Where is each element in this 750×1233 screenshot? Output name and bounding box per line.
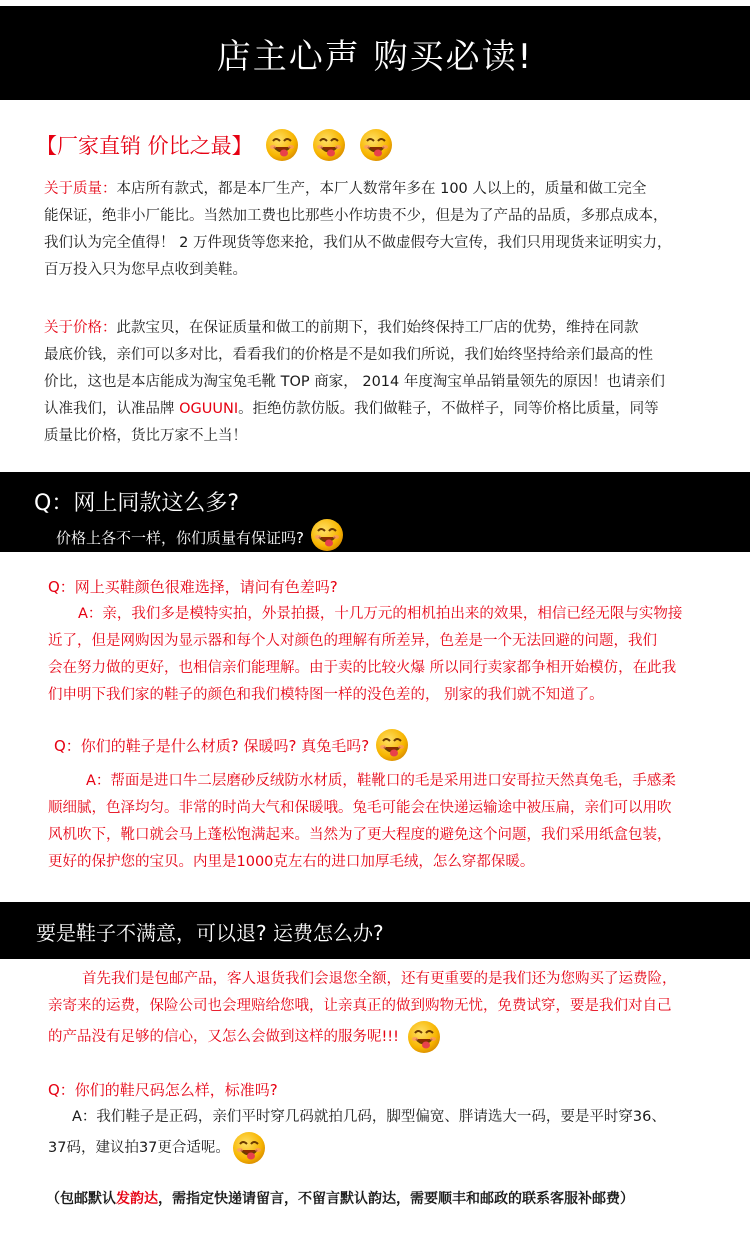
price-label: 关于价格： [44, 320, 117, 336]
smiley-tongue-icon [265, 128, 299, 162]
faq1-answer-line: 会在努力做的更好，也相信亲们能理解。由于卖的比较火爆 所以同行卖家都争相开始模仿，在此我 [48, 660, 677, 676]
smiley-tongue-icon [310, 518, 344, 552]
size-question: Q：你们的鞋尺码怎么样，标准吗? [48, 1081, 278, 1099]
smiley-tongue-icon [407, 1020, 441, 1054]
faq1-answer-line: A：亲，我们多是模特实拍，外景拍摄，十几万元的相机拍出来的效果，相信已经无限与实物接 [78, 606, 683, 622]
price-line: 此款宝贝，在保证质量和做工的前期下，我们始终保持工厂店的优势，维持在同款 [116, 320, 639, 336]
quality-line: 我们认为完全值得！ 2 万件现货等您来抢，我们从不做虚假夸大宣传，我们只用现货来证明实力， [44, 235, 672, 251]
faq1-question: Q：网上买鞋颜色很难选择，请问有色差吗? [48, 578, 338, 596]
faq2-answer-line: 顺细腻，色泽均匀。非常的时尚大气和保暖哦。兔毛可能会在快递运输途中被压扁，亲们可以用吹 [48, 800, 672, 816]
price-line: 价比，这也是本店能成为淘宝兔毛靴 TOP 商家， 2014 年度淘宝单品销量领先的原因！也请亲们 [44, 374, 665, 390]
shipping-note-post: ，需指定快递请留言，不留言默认韵达，需要顺丰和邮政的联系客服补邮费） [158, 1191, 634, 1207]
quality-section [44, 176, 724, 284]
header-title: 店主心声 购买必读! [216, 36, 534, 77]
return-line: 的产品没有足够的信心，又怎么会做到这样的服务呢!!! [48, 1028, 399, 1045]
quality-line: 能保证，绝非小厂能比。当然加工费也比那些小作坊贵不少，但是为了产品的品质，多那点成本， [44, 208, 668, 224]
smiley-tongue-icon [375, 728, 409, 762]
shipping-note-highlight: 发韵达 [116, 1191, 158, 1207]
return-banner [0, 902, 750, 959]
return-line: 亲寄来的运费，保险公司也会理赔给您哦，让亲真正的做到购物无忧，免费试穿，要是我们对自己 [48, 998, 672, 1014]
size-section [48, 1077, 738, 1165]
smiley-tongue-icon [312, 128, 346, 162]
price-line: 最底价钱，亲们可以多对比，看看我们的价格是不是如我们所说，我们始终坚持给亲们最高的性 [44, 347, 653, 363]
return-section [48, 966, 738, 1054]
faq-banner-subtitle: 价格上各不一样，你们质量有保证吗? [56, 528, 304, 547]
faq-banner-title: Q：网上同款这么多? [34, 491, 239, 516]
return-banner-title: 要是鞋子不满意，可以退? 运费怎么办? [36, 921, 384, 945]
faq1-answer-line: 们申明下我们家的鞋子的颜色和我们模特图一样的没色差的， 别家的我们就不知道了。 [48, 687, 604, 703]
faq2-question: Q：你们的鞋子是什么材质? 保暖吗? 真兔毛吗? [54, 736, 370, 755]
faq2-question-row [54, 728, 409, 762]
faq1-section [48, 574, 738, 709]
faq2-answer-line: A：帮面是进口牛二层磨砂反绒防水材质，鞋靴口的毛是采用进口安哥拉天然真兔毛，手感柔 [86, 773, 676, 789]
price-section [44, 315, 724, 450]
size-answer-line: A：我们鞋子是正码，亲们平时穿几码就拍几码，脚型偏宽、胖请选大一码，要是平时穿36、 [72, 1109, 666, 1125]
faq2-answer [48, 768, 738, 876]
quality-label: 关于质量： [44, 181, 117, 197]
quality-line: 本店所有款式，都是本厂生产，本厂人数常年多在 100 人以上的，质量和做工完全 [116, 181, 647, 197]
price-line: 。拒绝仿款仿版。我们做鞋子，不做样子，同等价格比质量，同等 [238, 401, 659, 417]
faq1-answer-line: 近了，但是网购因为显示器和每个人对颜色的理解有所差异，色差是一个无法回避的问题，我们 [48, 633, 657, 649]
quality-line: 百万投入只为您早点收到美鞋。 [44, 262, 247, 278]
shipping-note-pre: （包邮默认 [46, 1191, 116, 1207]
size-answer-line: 37码，建议拍37更合适呢。 [48, 1139, 230, 1156]
factory-title-row [36, 128, 393, 162]
price-line: 质量比价格，货比万家不上当！ [44, 428, 247, 444]
factory-title: 【厂家直销 价比之最】 [36, 134, 253, 158]
faq-banner-subtitle-row [56, 522, 344, 552]
faq-banner [0, 472, 750, 552]
smiley-tongue-icon [359, 128, 393, 162]
smiley-tongue-icon [232, 1131, 266, 1165]
return-line: 首先我们是包邮产品，客人退货我们会退您全额，还有更重要的是我们还为您购买了运费险， [82, 971, 677, 987]
shipping-note [46, 1188, 736, 1208]
brand-name: OGUUNI [179, 401, 239, 417]
faq2-answer-line: 更好的保护您的宝贝。内里是1000克左右的进口加厚毛绒，怎么穿都保暖。 [48, 854, 535, 870]
header-banner [0, 6, 750, 100]
faq2-answer-line: 风机吹下，靴口就会马上蓬松饱满起来。当然为了更大程度的避免这个问题，我们采用纸盒包装， [48, 827, 672, 843]
price-line: 认准我们，认准品牌 [44, 401, 180, 417]
